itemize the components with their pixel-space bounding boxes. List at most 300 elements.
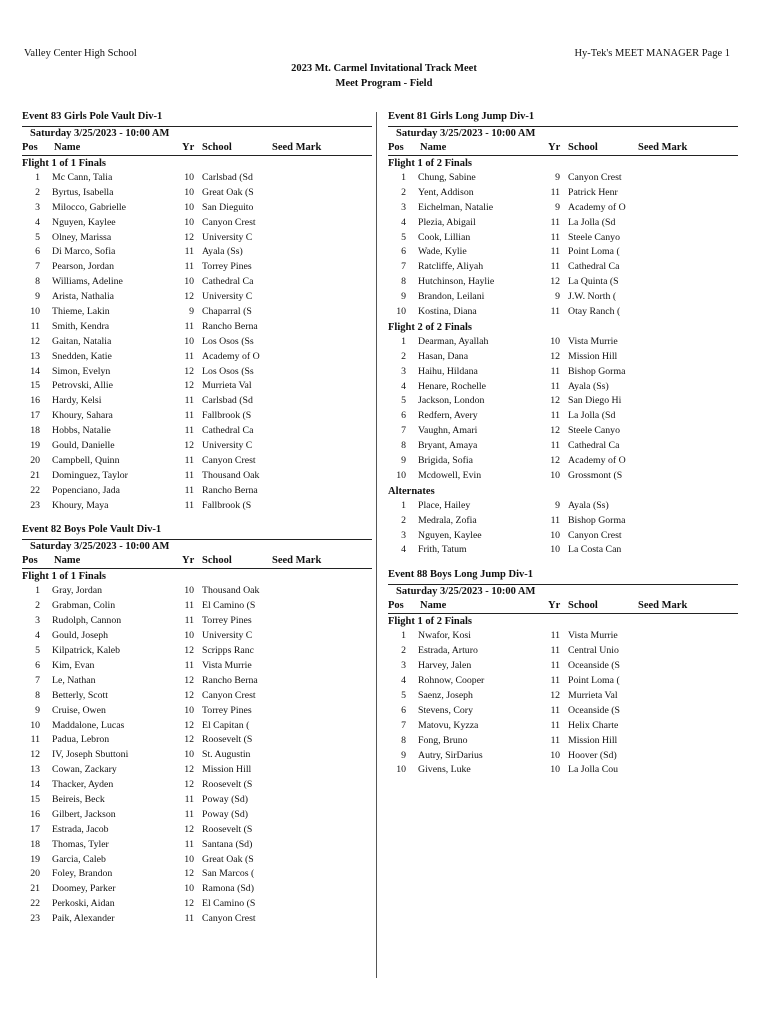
athlete-pos: 18 <box>30 838 40 850</box>
athlete-school: Roosevelt (S <box>202 779 253 791</box>
athlete-name: Vaughn, Amari <box>418 425 478 437</box>
athlete-name: Rudolph, Cannon <box>52 615 122 627</box>
header-school: Valley Center High School <box>24 48 137 59</box>
athlete-year: 11 <box>184 410 194 422</box>
athlete-pos: 19 <box>30 440 40 452</box>
athlete-year: 9 <box>555 201 560 213</box>
athlete-year: 12 <box>184 764 194 776</box>
athlete-pos: 22 <box>30 898 40 910</box>
athlete-row <box>388 719 738 734</box>
column-header <box>388 141 738 156</box>
athlete-name: Hasan, Dana <box>418 350 469 362</box>
pos-header: Pos <box>388 600 404 612</box>
athlete-year: 11 <box>550 660 560 672</box>
athlete-pos: 1 <box>35 172 40 183</box>
flight-label: Flight 2 of 2 Finals <box>388 321 473 333</box>
athlete-pos: 2 <box>401 514 406 526</box>
athlete-school: La Quinta (S <box>568 276 619 288</box>
athlete-pos: 10 <box>396 469 406 481</box>
athlete-row <box>388 231 738 246</box>
athlete-name: Snedden, Katie <box>52 350 112 362</box>
athlete-name: Rohnow, Cooper <box>418 675 485 687</box>
athlete-row <box>22 499 372 514</box>
event-date: Saturday 3/25/2023 - 10:00 AM <box>22 539 372 554</box>
athlete-pos: 1 <box>401 499 406 511</box>
athlete-school: Los Osos (Ss <box>202 335 254 347</box>
athlete-name: Estrada, Jacob <box>52 823 109 835</box>
athlete-row <box>388 171 738 186</box>
athlete-year: 12 <box>550 689 560 701</box>
athlete-school: Torrey Pines <box>202 615 252 627</box>
athlete-pos: 3 <box>401 201 406 213</box>
athlete-school: Torrey Pines <box>202 261 252 273</box>
athlete-row <box>22 867 372 882</box>
athlete-school: University C <box>202 291 253 303</box>
athlete-year: 11 <box>184 320 194 332</box>
athlete-pos: 5 <box>35 231 40 243</box>
athlete-name: Thomas, Tyler <box>52 838 109 850</box>
column-header <box>388 599 738 614</box>
athlete-name: Brigida, Sofia <box>418 455 473 467</box>
athlete-year: 11 <box>184 350 194 362</box>
athlete-row <box>22 808 372 823</box>
athlete-row <box>388 439 738 454</box>
athlete-row <box>22 912 372 927</box>
athlete-school: Poway (Sd) <box>202 808 248 820</box>
athlete-pos: 9 <box>401 749 406 761</box>
athlete-name: Mc Cann, Talia <box>52 172 113 183</box>
athlete-year: 11 <box>184 261 194 273</box>
athlete-pos: 16 <box>30 395 40 407</box>
athlete-name: Thacker, Ayden <box>52 779 114 791</box>
athlete-year: 12 <box>184 380 194 392</box>
athlete-row <box>22 704 372 719</box>
athlete-year: 11 <box>184 395 194 407</box>
athlete-year: 11 <box>184 615 194 627</box>
athlete-year: 11 <box>184 454 194 466</box>
athlete-school: La Jolla (Sd <box>568 216 616 228</box>
athlete-row <box>22 275 372 290</box>
athlete-school: Vista Murrie <box>568 630 618 642</box>
athlete-pos: 6 <box>401 704 406 716</box>
year-header: Yr <box>548 600 561 612</box>
school-header: School <box>202 142 232 153</box>
pos-header: Pos <box>22 555 38 567</box>
athlete-school: Vista Murrie <box>568 335 618 347</box>
athlete-school: Ramona (Sd) <box>202 883 254 895</box>
athlete-name: Frith, Tatum <box>418 544 467 556</box>
athlete-name: Doomey, Parker <box>52 883 116 895</box>
athlete-pos: 7 <box>401 425 406 437</box>
athlete-pos: 1 <box>35 585 40 597</box>
athlete-row <box>388 380 738 395</box>
athlete-pos: 8 <box>401 276 406 288</box>
athlete-school: La Costa Can <box>568 544 622 556</box>
athlete-year: 12 <box>184 231 194 243</box>
athlete-year: 12 <box>184 823 194 835</box>
athlete-name: Place, Hailey <box>418 499 471 511</box>
right-column <box>388 110 738 778</box>
flight-label: Flight 1 of 1 Finals <box>22 571 107 583</box>
flight-label: Flight 1 of 2 Finals <box>388 616 473 628</box>
athlete-name: Di Marco, Sofia <box>52 246 116 258</box>
athlete-year: 11 <box>550 306 560 318</box>
athlete-year: 11 <box>550 645 560 657</box>
athlete-pos: 9 <box>401 291 406 303</box>
athlete-row <box>22 599 372 614</box>
athlete-name: Hutchinson, Haylie <box>418 276 495 288</box>
athlete-pos: 8 <box>401 440 406 452</box>
athlete-year: 11 <box>550 380 560 392</box>
athlete-school: Torrey Pines <box>202 704 252 716</box>
athlete-pos: 4 <box>401 544 406 556</box>
athlete-name: Gaitan, Natalia <box>52 335 112 347</box>
athlete-year: 10 <box>550 764 560 776</box>
athlete-pos: 17 <box>30 823 40 835</box>
athlete-pos: 17 <box>30 410 40 422</box>
athlete-school: Roosevelt (S <box>202 734 253 746</box>
athlete-row <box>388 335 738 350</box>
athlete-pos: 10 <box>30 719 40 731</box>
athlete-school: Scripps Ranc <box>202 645 254 657</box>
athlete-pos: 11 <box>30 320 40 332</box>
athlete-school: Ayala (Ss) <box>202 246 243 258</box>
school-header: School <box>568 142 598 153</box>
athlete-name: Dominguez, Taylor <box>52 469 128 481</box>
athlete-year: 10 <box>550 749 560 761</box>
athlete-name: Kostina, Diana <box>418 306 477 318</box>
athlete-pos: 6 <box>35 246 40 258</box>
athlete-year: 12 <box>184 645 194 657</box>
athlete-pos: 5 <box>401 689 406 701</box>
athlete-school: Mission Hill <box>202 764 252 776</box>
athlete-name: Matovu, Kyzza <box>418 719 479 731</box>
athlete-school: Bishop Gorma <box>568 514 626 526</box>
athlete-pos: 6 <box>401 410 406 422</box>
athlete-name: Saenz, Joseph <box>418 689 473 701</box>
athlete-school: Otay Ranch ( <box>568 306 621 318</box>
athlete-year: 9 <box>555 172 560 183</box>
athlete-pos: 14 <box>30 779 40 791</box>
athlete-school: Fallbrook (S <box>202 499 252 511</box>
athlete-row <box>388 290 738 305</box>
event-gap <box>22 513 372 523</box>
athlete-school: Carlsbad (Sd <box>202 172 253 183</box>
seed-mark-header: Seed Mark <box>638 600 688 612</box>
athlete-name: Stevens, Cory <box>418 704 473 716</box>
athlete-name: Nwafor, Kosi <box>418 630 471 642</box>
athlete-school: Ayala (Ss) <box>568 380 609 392</box>
athlete-row <box>22 245 372 260</box>
athlete-school: Academy of O <box>568 201 626 213</box>
athlete-year: 11 <box>184 246 194 258</box>
athlete-school: Rancho Berna <box>202 484 258 496</box>
athlete-year: 12 <box>184 734 194 746</box>
athlete-pos: 10 <box>396 306 406 318</box>
athlete-pos: 3 <box>401 660 406 672</box>
athlete-name: Khoury, Maya <box>52 499 109 511</box>
athlete-pos: 10 <box>30 306 40 318</box>
athlete-name: Chung, Sabine <box>418 172 476 183</box>
athlete-year: 12 <box>184 674 194 686</box>
seed-mark-header: Seed Mark <box>638 142 688 153</box>
athlete-name: Yent, Addison <box>418 186 474 198</box>
athlete-school: Rancho Berna <box>202 320 258 332</box>
name-header: Name <box>54 142 81 153</box>
athlete-pos: 18 <box>30 425 40 437</box>
athlete-year: 11 <box>550 734 560 746</box>
athlete-name: Williams, Adeline <box>52 276 123 288</box>
athlete-name: Arista, Nathalia <box>52 291 115 303</box>
flight-label: Flight 1 of 2 Finals <box>388 158 473 169</box>
athlete-name: Smith, Kendra <box>52 320 110 332</box>
athlete-year: 11 <box>184 425 194 437</box>
athlete-school: Canyon Crest <box>202 454 256 466</box>
athlete-year: 11 <box>550 261 560 273</box>
athlete-pos: 3 <box>401 529 406 541</box>
athlete-year: 11 <box>184 499 194 511</box>
athlete-row <box>22 320 372 335</box>
athlete-school: Cathedral Ca <box>568 261 620 273</box>
athlete-name: Nguyen, Kaylee <box>418 529 482 541</box>
athlete-row <box>22 644 372 659</box>
athlete-school: Steele Canyo <box>568 231 620 243</box>
athlete-name: Cowan, Zackary <box>52 764 117 776</box>
event-title: Event 81 Girls Long Jump Div-1 <box>388 111 535 122</box>
athlete-school: Murrieta Val <box>202 380 252 392</box>
athlete-row <box>22 201 372 216</box>
athlete-row <box>388 186 738 201</box>
athlete-year: 12 <box>550 276 560 288</box>
athlete-school: Thousand Oak <box>202 469 260 481</box>
athlete-pos: 5 <box>401 231 406 243</box>
athlete-school: University C <box>202 231 253 243</box>
meet-subtitle: Meet Program - Field <box>335 78 433 89</box>
athlete-pos: 20 <box>30 868 40 880</box>
athlete-row <box>22 290 372 305</box>
athlete-pos: 11 <box>30 734 40 746</box>
athlete-name: Jackson, London <box>418 395 485 407</box>
athlete-name: Petrovski, Allie <box>52 380 113 392</box>
athlete-school: Canyon Crest <box>568 172 622 183</box>
athlete-pos: 5 <box>401 395 406 407</box>
athlete-row <box>22 379 372 394</box>
athlete-school: Hoover (Sd) <box>568 749 617 761</box>
athlete-year: 12 <box>184 868 194 880</box>
athlete-school: Helix Charte <box>568 719 619 731</box>
athlete-school: Cathedral Ca <box>202 276 254 288</box>
athlete-year: 12 <box>184 898 194 910</box>
athlete-pos: 21 <box>30 469 40 481</box>
athlete-school: University C <box>202 440 253 452</box>
athlete-name: Autry, SirDarius <box>418 749 483 761</box>
athlete-year: 10 <box>184 201 194 213</box>
pos-header: Pos <box>22 142 38 153</box>
athlete-school: Ayala (Ss) <box>568 499 609 511</box>
athlete-name: Wade, Kylie <box>418 246 467 258</box>
athlete-year: 12 <box>550 395 560 407</box>
athlete-pos: 15 <box>30 793 40 805</box>
athlete-name: Ratcliffe, Aliyah <box>418 261 484 273</box>
event-date: Saturday 3/25/2023 - 10:00 AM <box>388 126 738 141</box>
athlete-pos: 23 <box>30 913 40 925</box>
athlete-school: Canyon Crest <box>202 689 256 701</box>
athlete-pos: 7 <box>401 261 406 273</box>
athlete-pos: 2 <box>401 350 406 362</box>
athlete-row <box>22 838 372 853</box>
athlete-year: 11 <box>184 793 194 805</box>
athlete-pos: 9 <box>35 704 40 716</box>
athlete-school: Steele Canyo <box>568 425 620 437</box>
athlete-name: Grabman, Colin <box>52 600 116 612</box>
athlete-name: Plezia, Abigail <box>418 216 476 228</box>
athlete-school: Patrick Henr <box>568 186 618 198</box>
athlete-name: Nguyen, Kaylee <box>52 216 116 228</box>
athlete-name: Medrala, Zofia <box>418 514 477 526</box>
athlete-school: San Dieguito <box>202 201 254 213</box>
name-header: Name <box>420 600 447 612</box>
athlete-row <box>22 748 372 763</box>
event-title: Event 83 Girls Pole Vault Div-1 <box>22 111 163 122</box>
athlete-year: 12 <box>184 440 194 452</box>
flight-label: Alternates <box>388 485 435 497</box>
athlete-name: Garcia, Caleb <box>52 853 106 865</box>
athlete-pos: 3 <box>35 615 40 627</box>
athlete-year: 10 <box>184 172 194 183</box>
athlete-school: El Camino (S <box>202 600 256 612</box>
athlete-pos: 5 <box>35 645 40 657</box>
athlete-row <box>388 644 738 659</box>
athlete-name: Fong, Bruno <box>418 734 468 746</box>
seed-mark-header: Seed Mark <box>272 142 322 153</box>
athlete-row <box>22 216 372 231</box>
seed-mark-header: Seed Mark <box>272 555 322 567</box>
athlete-name: Harvey, Jalen <box>418 660 472 672</box>
athlete-name: Gould, Danielle <box>52 440 115 452</box>
athlete-pos: 8 <box>401 734 406 746</box>
athlete-pos: 4 <box>401 380 406 392</box>
event-title: Event 88 Boys Long Jump Div-1 <box>388 569 533 581</box>
athlete-pos: 13 <box>30 350 40 362</box>
athlete-pos: 8 <box>35 276 40 288</box>
athlete-row <box>388 689 738 704</box>
athlete-year: 10 <box>550 335 560 347</box>
athlete-year: 11 <box>550 514 560 526</box>
athlete-row <box>388 275 738 290</box>
athlete-row <box>388 394 738 409</box>
athlete-row <box>388 409 738 424</box>
athlete-row <box>388 659 738 674</box>
athlete-year: 11 <box>184 838 194 850</box>
athlete-school: Roosevelt (S <box>202 823 253 835</box>
athlete-pos: 8 <box>35 689 40 701</box>
athlete-school: Santana (Sd) <box>202 838 253 850</box>
athlete-year: 11 <box>184 808 194 820</box>
athlete-year: 11 <box>550 719 560 731</box>
athlete-school: St. Augustin <box>202 749 251 761</box>
athlete-pos: 14 <box>30 365 40 377</box>
left-column <box>22 110 372 927</box>
athlete-name: Kilpatrick, Kaleb <box>52 645 121 657</box>
athlete-year: 11 <box>184 600 194 612</box>
athlete-year: 12 <box>184 779 194 791</box>
athlete-school: Cathedral Ca <box>568 440 620 452</box>
athlete-year: 12 <box>550 350 560 362</box>
athlete-school: Vista Murrie <box>202 659 252 671</box>
athlete-pos: 21 <box>30 883 40 895</box>
athlete-name: Hardy, Kelsi <box>52 395 102 407</box>
athlete-row <box>388 499 738 514</box>
athlete-name: Paik, Alexander <box>52 913 115 925</box>
athlete-pos: 2 <box>35 600 40 612</box>
athlete-row <box>22 614 372 629</box>
athlete-school: Bishop Gorma <box>568 365 626 377</box>
athlete-year: 11 <box>184 484 194 496</box>
athlete-row <box>388 305 738 320</box>
athlete-row <box>22 469 372 484</box>
athlete-school: Cathedral Ca <box>202 425 254 437</box>
athlete-row <box>388 543 738 558</box>
athlete-pos: 9 <box>35 291 40 303</box>
athlete-pos: 3 <box>401 365 406 377</box>
athlete-year: 11 <box>550 216 560 228</box>
athlete-row <box>388 749 738 764</box>
athlete-year: 11 <box>550 365 560 377</box>
athlete-year: 12 <box>184 689 194 701</box>
athlete-pos: 23 <box>30 499 40 511</box>
athlete-name: Olney, Marissa <box>52 231 112 243</box>
athlete-row <box>22 186 372 201</box>
athlete-row <box>22 335 372 350</box>
event-date: Saturday 3/25/2023 - 10:00 AM <box>22 126 372 141</box>
athlete-row <box>22 823 372 838</box>
athlete-year: 11 <box>550 186 560 198</box>
athlete-school: Murrieta Val <box>568 689 618 701</box>
athlete-school: Oceanside (S <box>568 660 620 672</box>
athlete-year: 10 <box>184 704 194 716</box>
athlete-name: Cook, Lillian <box>418 231 471 243</box>
athlete-row <box>22 853 372 868</box>
header-software: Hy-Tek's MEET MANAGER Page 1 <box>574 48 730 59</box>
athlete-school: Carlsbad (Sd <box>202 395 253 407</box>
athlete-year: 10 <box>550 529 560 541</box>
athlete-name: Byrtus, Isabella <box>52 186 114 198</box>
athlete-year: 11 <box>550 675 560 687</box>
athlete-year: 10 <box>184 585 194 597</box>
athlete-pos: 6 <box>401 246 406 258</box>
athlete-pos: 10 <box>396 764 406 776</box>
athlete-row <box>22 882 372 897</box>
athlete-school: La Jolla Cou <box>568 764 619 776</box>
athlete-row <box>388 763 738 778</box>
athlete-row <box>22 424 372 439</box>
athlete-year: 9 <box>189 306 194 318</box>
athlete-row <box>22 409 372 424</box>
athlete-row <box>22 305 372 320</box>
athlete-name: Gould, Joseph <box>52 630 109 642</box>
athlete-name: Pearson, Jordan <box>52 261 115 273</box>
event-title: Event 82 Boys Pole Vault Div-1 <box>22 524 162 536</box>
year-header: Yr <box>182 142 195 153</box>
athlete-name: IV, Joseph Sbuttoni <box>52 749 129 761</box>
athlete-school: Thousand Oak <box>202 585 260 597</box>
athlete-row <box>388 629 738 644</box>
athlete-school: Mission Hill <box>568 350 618 362</box>
event-block <box>388 110 738 558</box>
athlete-name: Bryant, Amaya <box>418 440 478 452</box>
athlete-name: Betterly, Scott <box>52 689 108 701</box>
athlete-school: Point Loma ( <box>568 675 620 687</box>
